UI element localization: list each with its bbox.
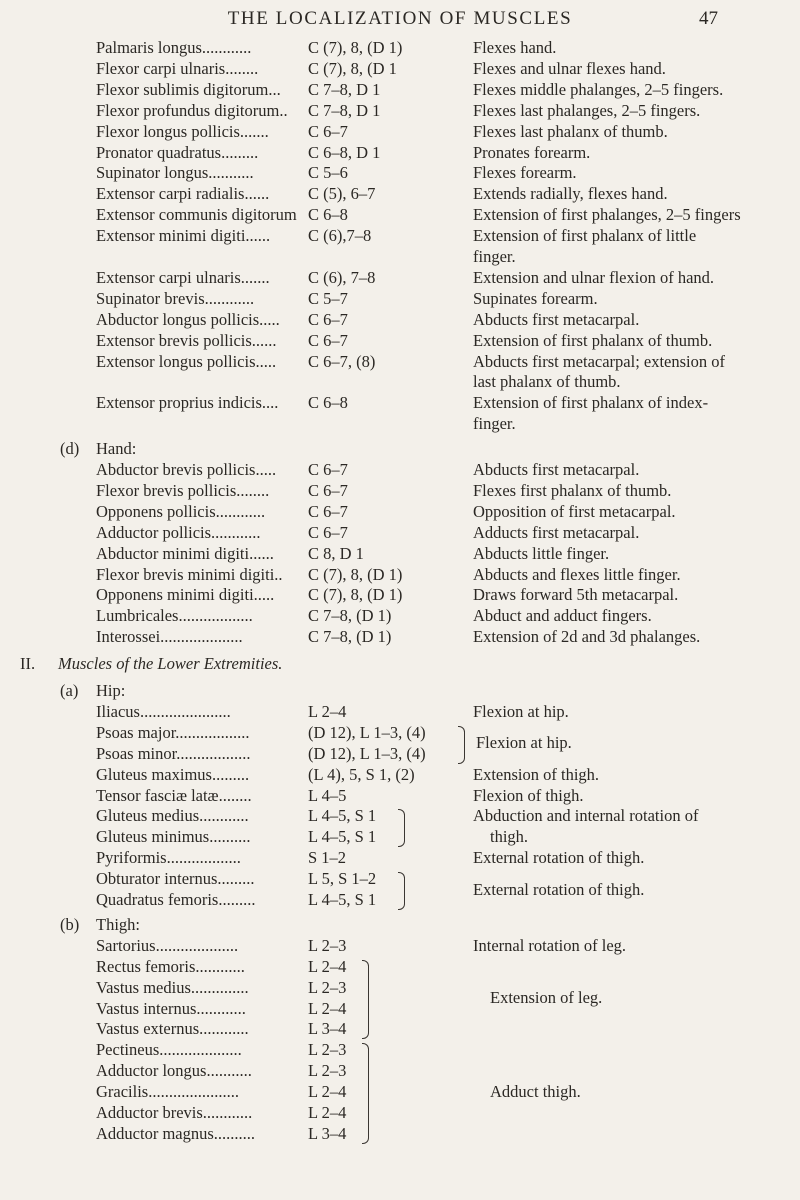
page-header bbox=[0, 6, 800, 32]
root-segments: C 6–7 bbox=[308, 330, 348, 350]
muscle-function: Adducts first metacarpal. bbox=[473, 522, 640, 542]
muscle-function: Flexes forearm. bbox=[473, 163, 577, 183]
root-segments: C 7–8, D 1 bbox=[308, 100, 381, 120]
arm-row bbox=[0, 352, 800, 372]
muscle-name: Sartorius.................... bbox=[96, 935, 239, 955]
muscle-name: Adductor magnus.......... bbox=[96, 1123, 256, 1143]
thigh-row bbox=[0, 1040, 800, 1060]
hand-row bbox=[0, 606, 800, 626]
muscle-name: Lumbricales.................. bbox=[96, 606, 253, 626]
muscle-function: Extension of first phalanx of thumb. bbox=[473, 330, 713, 350]
muscle-function: Flexes last phalanx of thumb. bbox=[473, 121, 668, 141]
hand-row bbox=[0, 481, 800, 501]
root-segments: C (7), 8, (D 1) bbox=[308, 564, 403, 584]
muscle-name: Pectineus.................... bbox=[96, 1040, 242, 1060]
root-segments: C (5), 6–7 bbox=[308, 184, 376, 204]
thigh-row bbox=[0, 1061, 800, 1081]
muscle-name: Extensor longus pollicis..... bbox=[96, 351, 277, 371]
root-segments: L 4–5, S 1 bbox=[308, 827, 377, 847]
arm-row bbox=[0, 163, 800, 183]
muscle-name: Gluteus maximus......... bbox=[96, 764, 250, 784]
root-segments: C 6–8, D 1 bbox=[308, 142, 381, 162]
root-segments: C 5–7 bbox=[308, 288, 348, 308]
brace-mark bbox=[398, 809, 405, 847]
root-segments: C 6–7, (8) bbox=[308, 351, 376, 371]
muscle-function: last phalanx of thumb. bbox=[473, 372, 621, 392]
arm-row bbox=[0, 289, 800, 309]
section-title: Muscles of the Lower Extremities. bbox=[58, 654, 283, 674]
root-segments: L 2–3 bbox=[308, 1040, 347, 1060]
muscle-function: Abducts first metacarpal. bbox=[473, 460, 640, 479]
muscle-name: Opponens pollicis............ bbox=[96, 501, 266, 521]
hand-row bbox=[0, 523, 800, 543]
muscle-name: Abductor longus pollicis..... bbox=[96, 309, 280, 329]
hand-row bbox=[0, 627, 800, 647]
muscle-function: Internal rotation of leg. bbox=[473, 935, 627, 955]
hand-row bbox=[0, 460, 800, 480]
muscle-function: Extension and ulnar flexion of hand. bbox=[473, 267, 715, 287]
subsection-title: Hip: bbox=[96, 681, 126, 700]
muscle-name: Abductor brevis pollicis..... bbox=[96, 460, 277, 479]
muscle-name: Extensor carpi ulnaris....... bbox=[96, 267, 270, 287]
root-segments: L 2–3 bbox=[308, 935, 347, 955]
muscle-function: Extension of leg. bbox=[490, 988, 603, 1008]
hand-row bbox=[0, 585, 800, 605]
root-segments: C 7–8, D 1 bbox=[308, 79, 381, 99]
arm-row bbox=[0, 414, 800, 434]
muscle-name: Adductor longus........... bbox=[96, 1061, 252, 1081]
root-segments: L 4–5, S 1 bbox=[308, 806, 377, 826]
root-segments: C (6), 7–8 bbox=[308, 267, 376, 287]
root-segments: L 3–4 bbox=[308, 1019, 347, 1039]
thigh-row bbox=[0, 978, 800, 998]
muscle-function: Opposition of first metacarpal. bbox=[473, 501, 676, 521]
section-heading bbox=[0, 654, 800, 674]
hand-row bbox=[0, 544, 800, 564]
root-segments: C 7–8, (D 1) bbox=[308, 606, 392, 626]
arm-row bbox=[0, 226, 800, 246]
root-segments: C 8, D 1 bbox=[308, 543, 364, 563]
muscle-name: Extensor proprius indicis.... bbox=[96, 393, 279, 413]
muscle-name: Gluteus medius............ bbox=[96, 806, 249, 826]
arm-row bbox=[0, 101, 800, 121]
brace-mark bbox=[398, 872, 405, 910]
root-segments: L 2–4 bbox=[308, 956, 347, 976]
muscle-name: Pronator quadratus......... bbox=[96, 142, 259, 162]
root-segments: C 5–6 bbox=[308, 163, 348, 183]
muscle-function: finger. bbox=[473, 247, 516, 266]
section-hip-heading bbox=[0, 681, 800, 701]
thigh-row bbox=[0, 957, 800, 977]
muscle-name: Supinator brevis............ bbox=[96, 288, 255, 308]
arm-row bbox=[0, 59, 800, 79]
muscle-name: Adductor pollicis............ bbox=[96, 522, 261, 542]
root-segments: C 6–7 bbox=[308, 522, 348, 542]
muscle-function: Pronates forearm. bbox=[473, 142, 591, 162]
muscle-function: Flexion of thigh. bbox=[473, 785, 584, 805]
muscle-function: External rotation of thigh. bbox=[473, 848, 645, 868]
muscle-function: Extension of thigh. bbox=[473, 764, 600, 784]
root-segments: C (7), 8, (D 1 bbox=[308, 58, 397, 78]
root-segments: L 2–4 bbox=[308, 701, 347, 721]
muscle-function: Flexes hand. bbox=[473, 38, 557, 57]
muscle-function: Flexes middle phalanges, 2–5 fingers. bbox=[473, 79, 724, 99]
root-segments: C (6),7–8 bbox=[308, 226, 372, 246]
brace-mark bbox=[362, 1043, 369, 1144]
page-number: 47 bbox=[699, 8, 718, 29]
muscle-name: Vastus medius.............. bbox=[96, 977, 249, 997]
muscle-function: Abducts first metacarpal. bbox=[473, 309, 640, 329]
muscle-name: Adductor brevis............ bbox=[96, 1103, 253, 1122]
root-segments: C 6–8 bbox=[308, 205, 348, 225]
muscle-function: Abducts first metacarpal; extension of bbox=[473, 351, 726, 371]
subsection-label: (b) bbox=[60, 914, 80, 934]
root-segments: C (7), 8, (D 1) bbox=[308, 585, 403, 605]
root-segments: L 2–3 bbox=[308, 977, 347, 997]
root-segments: C 6–7 bbox=[308, 121, 348, 141]
thigh-row bbox=[0, 1103, 800, 1123]
muscle-name: Extensor communis digitorum bbox=[96, 205, 297, 225]
muscle-name: Palmaris longus............ bbox=[96, 38, 252, 57]
muscle-function: thigh. bbox=[490, 827, 529, 847]
section-number: II. bbox=[20, 654, 36, 674]
arm-row bbox=[0, 310, 800, 330]
root-segments: L 4–5 bbox=[308, 785, 347, 805]
root-segments: C (7), 8, (D 1) bbox=[308, 38, 403, 57]
running-title: THE LOCALIZATION OF MUSCLES bbox=[227, 8, 573, 29]
muscle-name: Psoas minor.................. bbox=[96, 743, 251, 763]
arm-row bbox=[0, 143, 800, 163]
muscle-name: Opponens minimi digiti..... bbox=[96, 585, 275, 605]
muscle-name: Flexor longus pollicis....... bbox=[96, 121, 269, 141]
subsection-label: (d) bbox=[60, 439, 80, 459]
muscle-name: Pyriformis.................. bbox=[96, 848, 241, 868]
arm-row bbox=[0, 331, 800, 351]
subsection-label: (a) bbox=[60, 681, 79, 700]
muscle-function: External rotation of thigh. bbox=[473, 879, 645, 899]
thigh-row bbox=[0, 936, 800, 956]
root-segments: L 3–4 bbox=[308, 1123, 347, 1143]
muscle-name: Vastus externus............ bbox=[96, 1019, 249, 1039]
muscle-name: Abductor minimi digiti...... bbox=[96, 543, 274, 563]
muscle-function: Draws forward 5th metacarpal. bbox=[473, 585, 679, 605]
section-thigh-heading bbox=[0, 915, 800, 935]
muscle-name: Gluteus minimus.......... bbox=[96, 827, 251, 847]
muscle-function: Flexes last phalanges, 2–5 fingers. bbox=[473, 100, 701, 120]
muscle-name: Flexor brevis minimi digiti.. bbox=[96, 564, 283, 584]
thigh-row bbox=[0, 1082, 800, 1102]
muscle-function: Flexes and ulnar flexes hand. bbox=[473, 58, 666, 78]
brace-mark bbox=[458, 726, 465, 764]
root-segments: S 1–2 bbox=[308, 848, 347, 868]
muscle-function: Flexion at hip. bbox=[473, 701, 569, 721]
root-segments: (D 12), L 1–3, (4) bbox=[308, 743, 426, 763]
arm-row bbox=[0, 80, 800, 100]
muscle-function: Abducts little finger. bbox=[473, 543, 610, 563]
root-segments: C 6–7 bbox=[308, 501, 348, 521]
root-segments: C 6–7 bbox=[308, 460, 348, 479]
muscle-name: Flexor profundus digitorum.. bbox=[96, 100, 288, 120]
muscle-name: Psoas major.................. bbox=[96, 722, 250, 742]
subsection-title: Thigh: bbox=[96, 914, 140, 934]
hip-row bbox=[0, 744, 800, 764]
hip-row bbox=[0, 723, 800, 743]
muscle-name: Extensor carpi radialis...... bbox=[96, 184, 270, 204]
root-segments: L 2–4 bbox=[308, 1082, 347, 1102]
thigh-row bbox=[0, 1124, 800, 1144]
muscle-name: Supinator longus........... bbox=[96, 163, 254, 183]
root-segments: C 7–8, (D 1) bbox=[308, 627, 392, 647]
subsection-title: Hand: bbox=[96, 439, 137, 459]
arm-row bbox=[0, 372, 800, 392]
arm-row bbox=[0, 122, 800, 142]
muscle-name: Gracilis...................... bbox=[96, 1082, 239, 1102]
hip-row bbox=[0, 786, 800, 806]
arm-row bbox=[0, 38, 800, 58]
arm-row bbox=[0, 184, 800, 204]
muscle-function: Abduction and internal rotation of bbox=[473, 806, 699, 826]
muscle-function: Extends radially, flexes hand. bbox=[473, 184, 668, 204]
muscle-name: Obturator internus......... bbox=[96, 869, 255, 889]
thigh-row bbox=[0, 1019, 800, 1039]
root-segments: C 6–7 bbox=[308, 309, 348, 329]
muscle-name: Tensor fasciæ latæ........ bbox=[96, 785, 252, 805]
arm-row bbox=[0, 205, 800, 225]
muscle-name: Rectus femoris............ bbox=[96, 956, 245, 976]
muscle-function: Extension of 2d and 3d phalanges. bbox=[473, 627, 701, 647]
arm-row bbox=[0, 268, 800, 288]
muscle-name: Iliacus...................... bbox=[96, 701, 231, 721]
root-segments: (L 4), 5, S 1, (2) bbox=[308, 764, 415, 784]
muscle-name: Flexor sublimis digitorum... bbox=[96, 79, 281, 99]
thigh-row bbox=[0, 999, 800, 1019]
section-hand-heading bbox=[0, 439, 800, 459]
muscle-function: finger. bbox=[473, 414, 516, 434]
root-segments: (D 12), L 1–3, (4) bbox=[308, 722, 426, 742]
root-segments: L 2–3 bbox=[308, 1061, 347, 1081]
muscle-name: Extensor brevis pollicis...... bbox=[96, 330, 277, 350]
muscle-function: Flexes first phalanx of thumb. bbox=[473, 480, 672, 500]
arm-row bbox=[0, 247, 800, 267]
root-segments: L 2–4 bbox=[308, 1103, 347, 1122]
muscle-function: Flexion at hip. bbox=[476, 733, 572, 753]
muscle-function: Extension of first phalanx of index- bbox=[473, 393, 709, 413]
muscle-function: Extension of first phalanges, 2–5 fingers bbox=[473, 205, 741, 225]
muscle-function: Abducts and flexes little finger. bbox=[473, 564, 681, 584]
muscle-function: Supinates forearm. bbox=[473, 288, 598, 308]
root-segments: L 5, S 1–2 bbox=[308, 869, 377, 889]
muscle-function: Abduct and adduct fingers. bbox=[473, 606, 652, 626]
hand-row bbox=[0, 502, 800, 522]
hip-row bbox=[0, 848, 800, 868]
brace-mark bbox=[362, 960, 369, 1040]
hand-row bbox=[0, 565, 800, 585]
hip-row bbox=[0, 765, 800, 785]
muscle-name: Flexor brevis pollicis........ bbox=[96, 480, 270, 500]
muscle-name: Extensor minimi digiti...... bbox=[96, 226, 271, 246]
root-segments: L 2–4 bbox=[308, 998, 347, 1018]
muscle-function: Adduct thigh. bbox=[490, 1082, 581, 1102]
root-segments: L 4–5, S 1 bbox=[308, 890, 377, 909]
root-segments: C 6–8 bbox=[308, 393, 348, 413]
root-segments: C 6–7 bbox=[308, 480, 348, 500]
muscle-name: Vastus internus............ bbox=[96, 998, 246, 1018]
muscle-function: Extension of first phalanx of little bbox=[473, 226, 697, 246]
muscle-name: Interossei.................... bbox=[96, 627, 243, 647]
muscle-name: Quadratus femoris......... bbox=[96, 890, 256, 909]
arm-row bbox=[0, 393, 800, 413]
hip-row bbox=[0, 702, 800, 722]
muscle-name: Flexor carpi ulnaris........ bbox=[96, 58, 259, 78]
